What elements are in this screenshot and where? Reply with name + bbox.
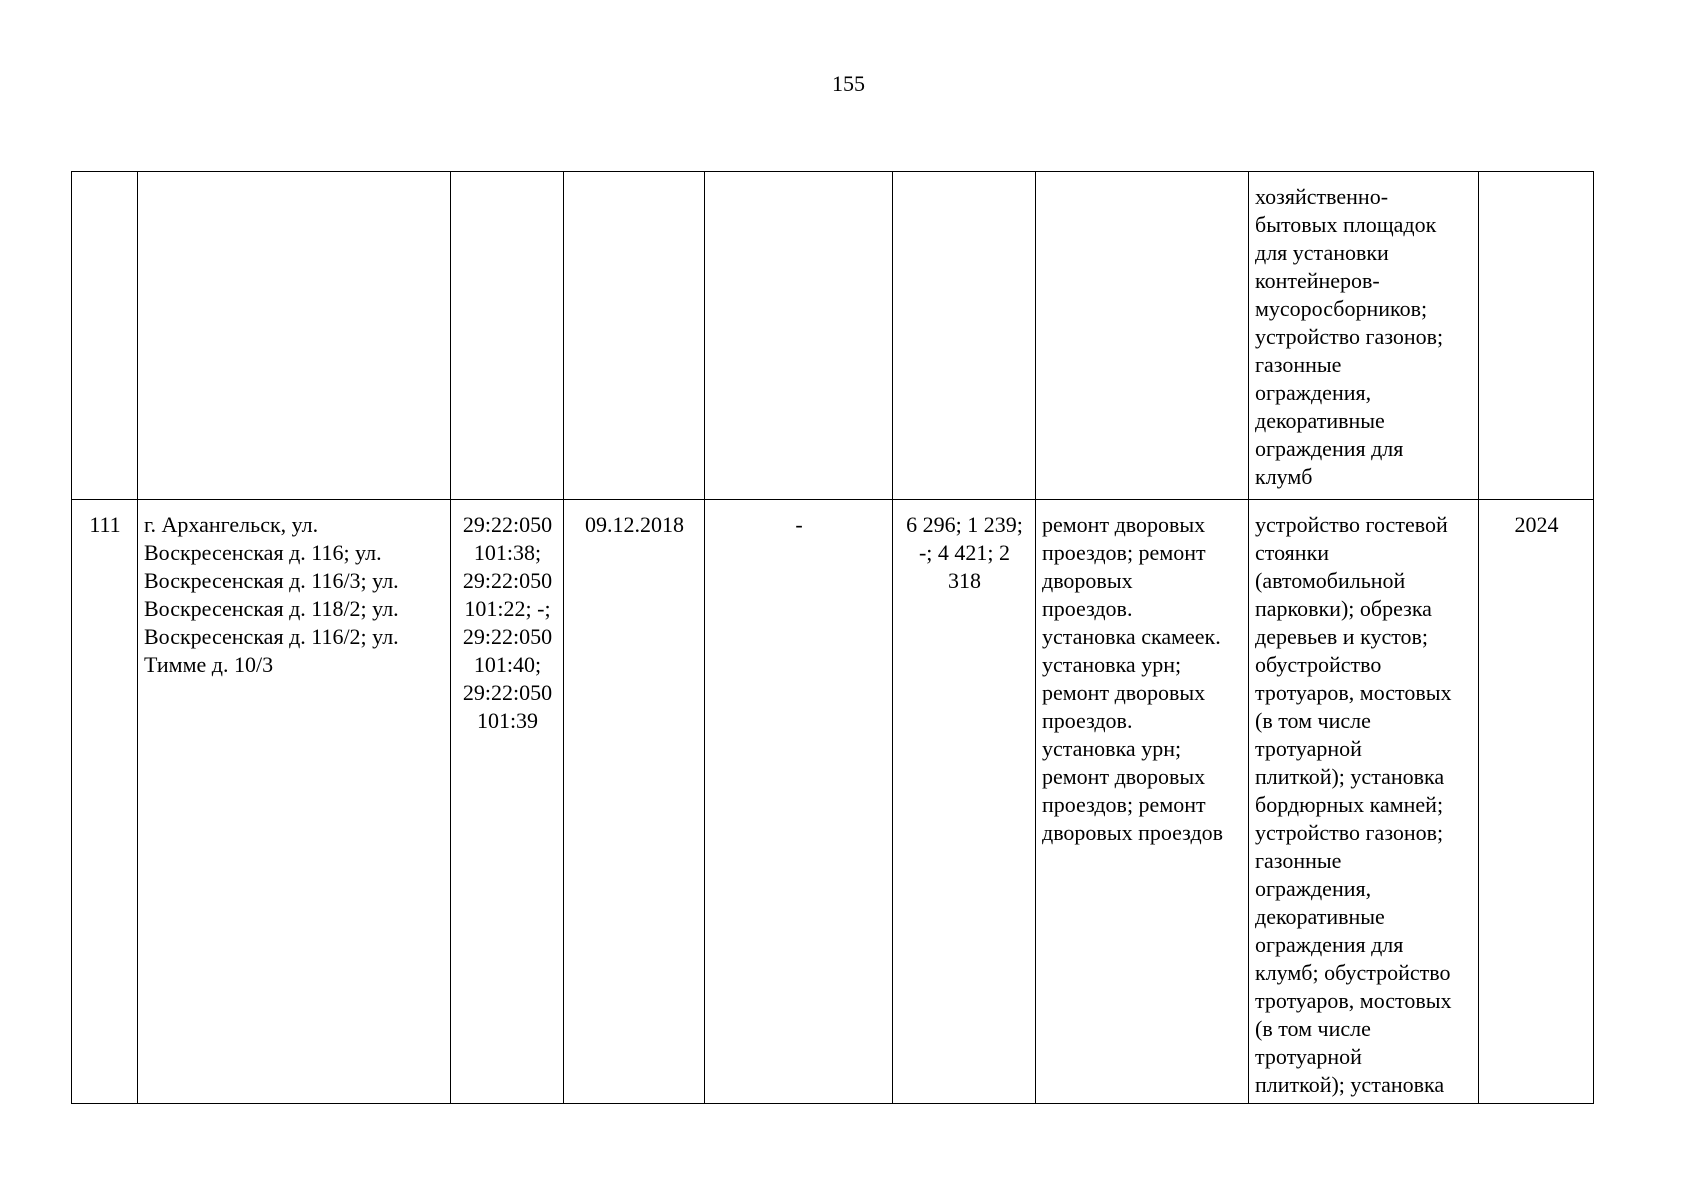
works-line: ограждения для xyxy=(1255,932,1404,957)
cell-number xyxy=(72,172,138,500)
works-line: тротуарной xyxy=(1255,736,1362,761)
works-line: устройство газонов; xyxy=(1255,324,1444,349)
area-line: 6 296; 1 239; xyxy=(906,512,1023,537)
works-line: плиткой); установка xyxy=(1255,1072,1445,1097)
repair-line: ремонт дворовых xyxy=(1042,764,1206,789)
works-line: плиткой); установка xyxy=(1255,764,1445,789)
cadastral-line: 29:22:050 xyxy=(462,568,553,593)
cell-cadastral xyxy=(451,500,564,1104)
works-line: ограждения, xyxy=(1255,380,1372,405)
page-number: 155 xyxy=(832,71,865,96)
repair-line: дворовых проездов xyxy=(1042,820,1224,845)
cadastral-line: 29:22:050 xyxy=(462,624,553,649)
cadastral-line: 29:22:050 xyxy=(462,680,553,705)
cell-area xyxy=(893,172,1036,500)
area-line: -; 4 421; 2 xyxy=(918,540,1011,565)
repair-line: дворовых xyxy=(1042,568,1133,593)
works-line: (автомобильной xyxy=(1255,568,1406,593)
works-line: мусоросборников; xyxy=(1255,296,1428,321)
works-line: тротуаров, мостовых xyxy=(1255,988,1452,1013)
works-line: устройство газонов; xyxy=(1255,820,1444,845)
repair-line: проездов; ремонт xyxy=(1042,540,1206,565)
works-line: (в том числе xyxy=(1255,1016,1371,1041)
area-line: 318 xyxy=(948,568,981,593)
works-line: клумб xyxy=(1255,464,1313,489)
cadastral-line: 101:22; -; xyxy=(464,596,551,621)
cadastral-line: 29:22:050 xyxy=(462,512,553,537)
works-line: ограждения для xyxy=(1255,436,1404,461)
repair-line: установка урн; xyxy=(1042,736,1182,761)
address-line: Воскресенская д. 118/2; ул. xyxy=(144,596,399,621)
cell-works xyxy=(1249,172,1479,500)
table-row-111 xyxy=(72,500,1594,1104)
cell-cadastral xyxy=(451,172,564,500)
cell-repair xyxy=(1036,172,1249,500)
cadastral-line: 101:40; xyxy=(473,652,542,677)
works-line: (в том числе xyxy=(1255,708,1371,733)
works-line: газонные xyxy=(1255,848,1342,873)
repair-line: проездов. xyxy=(1042,708,1133,733)
cell-number: 111 xyxy=(72,500,138,1104)
repair-line: установка урн; xyxy=(1042,652,1182,677)
works-line: контейнеров- xyxy=(1255,268,1380,293)
address-line: Воскресенская д. 116; ул. xyxy=(144,540,382,565)
document-table xyxy=(71,171,1594,1104)
works-line: клумб; обустройство xyxy=(1255,960,1451,985)
works-line: для установки xyxy=(1255,240,1389,265)
cell-date xyxy=(564,172,705,500)
cell-year xyxy=(1479,172,1594,500)
repair-line: проездов. xyxy=(1042,596,1133,621)
repair-line: ремонт дворовых xyxy=(1042,680,1206,705)
repair-line: проездов; ремонт xyxy=(1042,792,1206,817)
cell-works xyxy=(1249,500,1479,1104)
cell-address xyxy=(138,500,451,1104)
cadastral-line: 101:39 xyxy=(476,708,539,733)
address-line: Воскресенская д. 116/2; ул. xyxy=(144,624,399,649)
cell-address xyxy=(138,172,451,500)
cell-dash: - xyxy=(705,500,893,1104)
cell-area xyxy=(893,500,1036,1104)
table-row-continuation xyxy=(72,172,1594,500)
works-line: хозяйственно- xyxy=(1255,184,1389,209)
works-line: парковки); обрезка xyxy=(1255,596,1432,621)
repair-line: установка скамеек. xyxy=(1042,624,1221,649)
cell-date: 09.12.2018 xyxy=(564,500,705,1104)
works-line: тротуаров, мостовых xyxy=(1255,680,1452,705)
works-line: стоянки xyxy=(1255,540,1330,565)
cell-dash xyxy=(705,172,893,500)
works-line: бытовых площадок xyxy=(1255,212,1437,237)
address-line: Тимме д. 10/3 xyxy=(144,652,274,677)
works-line: устройство гостевой xyxy=(1255,512,1448,537)
address-line: Воскресенская д. 116/3; ул. xyxy=(144,568,399,593)
works-line: декоративные xyxy=(1255,904,1385,929)
works-line: декоративные xyxy=(1255,408,1385,433)
works-line: деревьев и кустов; xyxy=(1255,624,1429,649)
works-line: тротуарной xyxy=(1255,1044,1362,1069)
repair-line: ремонт дворовых xyxy=(1042,512,1206,537)
works-line: газонные xyxy=(1255,352,1342,377)
works-line: ограждения, xyxy=(1255,876,1372,901)
cadastral-line: 101:38; xyxy=(473,540,542,565)
address-line: г. Архангельск, ул. xyxy=(144,512,319,537)
cell-repair xyxy=(1036,500,1249,1104)
works-line: обустройство xyxy=(1255,652,1382,677)
cell-year: 2024 xyxy=(1479,500,1594,1104)
works-line: бордюрных камней; xyxy=(1255,792,1444,817)
